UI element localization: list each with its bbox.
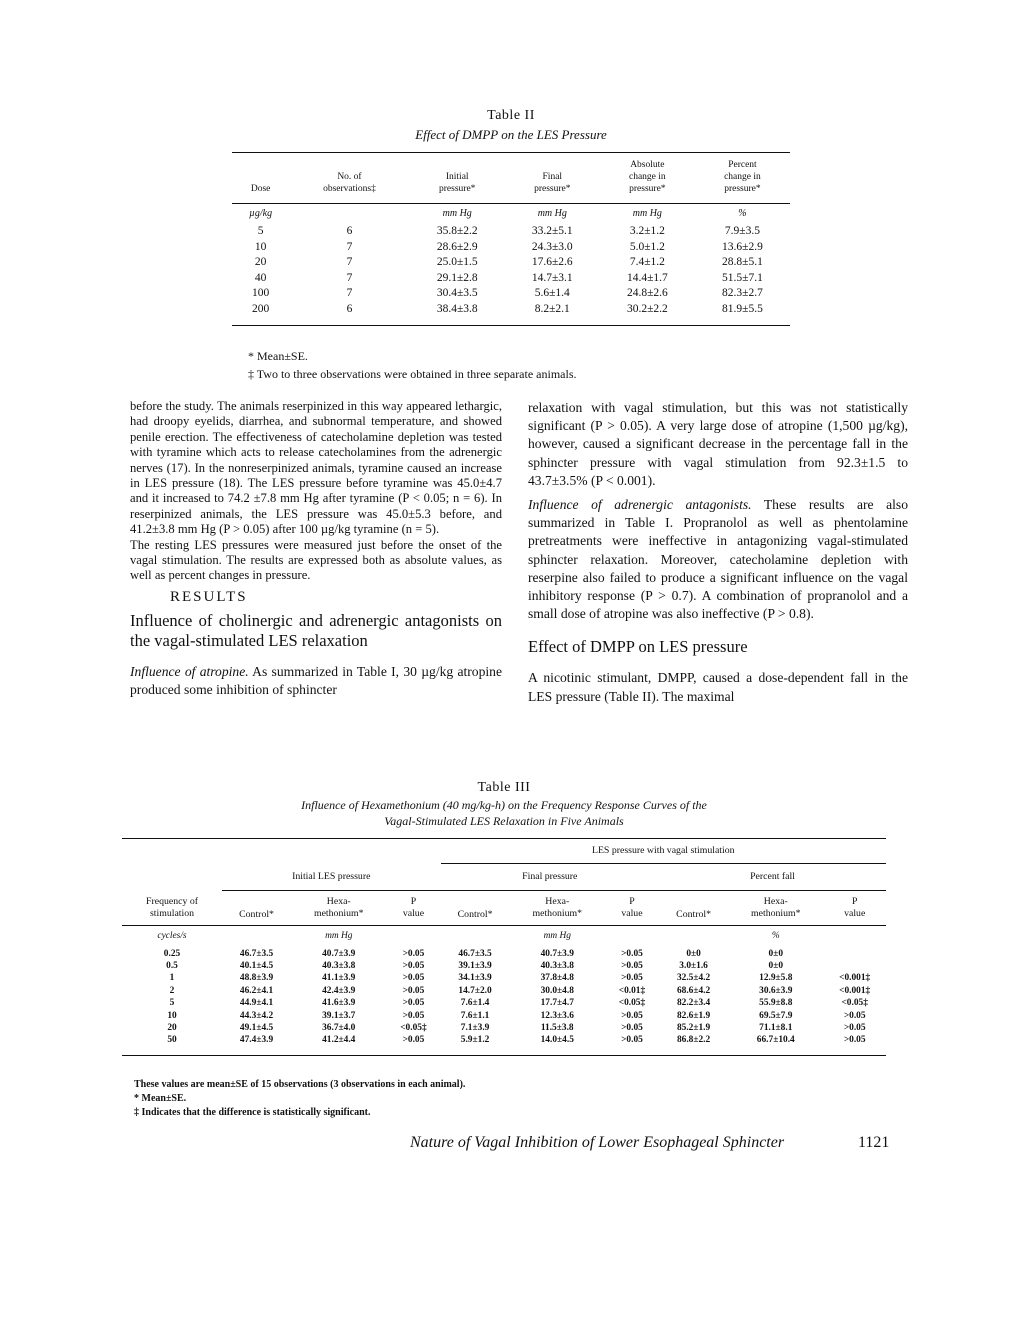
table3 <box>122 838 886 1056</box>
t3-header-hexamethonium: Hexa- methonium* <box>751 895 801 919</box>
t3-header-hexamethonium: Hexa- methonium* <box>532 895 583 919</box>
t2-unit: mm Hg <box>442 208 472 220</box>
table-cell: 5.0±1.2 <box>629 240 665 253</box>
table-cell: 69.5±7.9 <box>759 1010 793 1021</box>
table-cell: <0.001‡ <box>839 985 871 996</box>
t3-group-percent: Percent fall <box>659 864 886 891</box>
table-cell: 8.2±2.1 <box>534 302 570 315</box>
table-cell: 0±0 <box>768 948 784 959</box>
table-cell: 1 <box>169 973 175 984</box>
table2-title: Table II <box>487 108 535 123</box>
table-cell: 38.4±3.8 <box>436 302 478 315</box>
table-cell: 12.9±5.8 <box>759 973 793 984</box>
atropine-label: Influence of atropine. <box>130 664 249 680</box>
results-heading: RESULTS <box>170 588 248 605</box>
table-cell: 36.7±4.0 <box>322 1022 356 1033</box>
t3-header-p-value: P value <box>621 895 643 919</box>
table-cell: 42.4±3.9 <box>322 985 356 996</box>
table-cell: 39.1±3.9 <box>458 960 492 971</box>
table-cell: 68.6±4.2 <box>676 985 711 996</box>
table3-footnote: These values are mean±SE of 15 observations (3 observations in each animal). <box>134 1079 466 1090</box>
table-cell: 7.4±1.2 <box>629 256 665 268</box>
atropine-text: As summarized in Table I, 30 µg/kg atropine produced some inhibition of sphincter <box>130 664 503 698</box>
right-column <box>528 399 908 706</box>
t3-header-p-value: P value <box>402 895 425 919</box>
table-cell: 86.8±2.2 <box>676 1035 711 1046</box>
t3-group-initial: Initial LES pressure <box>222 864 441 891</box>
t3-header-control: Control* <box>457 908 493 920</box>
table-cell: 20 <box>254 256 267 268</box>
table3-footnote: ‡ Indicates that the difference is statistically significant. <box>134 1107 371 1118</box>
table-cell: 0.5 <box>166 960 178 971</box>
table2-footnote: ‡ Two to three observations were obtained in three separate animals. <box>248 367 577 381</box>
table-row <box>122 1022 886 1034</box>
table-cell: 7 <box>346 271 353 284</box>
table-cell: 71.1±8.1 <box>759 1022 793 1033</box>
table-row <box>122 960 886 972</box>
table-cell: 5 <box>169 998 175 1009</box>
t3-units-row <box>122 925 886 948</box>
table-cell: >0.05 <box>843 1022 866 1033</box>
table-cell: 14.7±3.1 <box>531 271 573 284</box>
section-subheading: Influence of cholinergic and adrenergic antagonists on the vagal-stimulated LES relaxation <box>130 611 502 651</box>
table-row <box>232 271 790 287</box>
t3-unit: % <box>771 931 780 942</box>
table-cell: 0±0 <box>686 948 701 959</box>
table-row <box>232 224 790 240</box>
table-cell: 10 <box>167 1010 177 1021</box>
table-cell: 47.4±3.9 <box>239 1035 274 1046</box>
table-cell: >0.05 <box>402 985 425 996</box>
t3-group-final: Final pressure <box>441 864 660 891</box>
table-cell: 46.7±3.5 <box>458 948 492 959</box>
right-paragraph <box>528 496 908 623</box>
table-cell: 7 <box>346 256 353 268</box>
table-cell: 14.0±4.5 <box>540 1035 574 1046</box>
table-cell: 40.7±3.9 <box>322 948 356 959</box>
table-cell: 30.4±3.5 <box>436 287 478 299</box>
table-cell: 20 <box>167 1022 177 1033</box>
table-cell: 7.6±1.4 <box>460 998 490 1009</box>
table-cell: 55.9±8.8 <box>759 998 793 1009</box>
page-number: 1121 <box>858 1134 890 1151</box>
table-cell: 81.9±5.5 <box>722 302 763 315</box>
table2-subtitle: Effect of DMPP on the LES Pressure <box>415 127 607 142</box>
table-cell: <0.05‡ <box>618 998 646 1009</box>
table-cell: 0.25 <box>163 948 181 959</box>
adrenergic-text: These results are also summarized in Table I. Propranolol as well as phentolamine pretreatments were ineffective in antagonizing vagal-stimulated sphincter relaxation. Moreover, catecholamine depletion with reserpine also failed to produce a significant influence on the vagal inhibitory response (P > 0.7). A combination of propranolol and a small dose of atropine was also ineffective (P > 0.8). <box>528 497 908 622</box>
table3-subtitle: Influence of Hexamethonium (40 mg/kg-h) on the Frequency Response Curves of the <box>301 798 707 812</box>
t2-unit: mm Hg <box>632 208 662 220</box>
left-column <box>130 399 502 700</box>
table-cell: 40.3±3.8 <box>322 960 356 971</box>
table-cell: 30.0±4.8 <box>540 985 574 996</box>
table-cell: >0.05 <box>402 973 425 984</box>
t3-unit: cycles/s <box>157 931 187 942</box>
table-cell: 41.2±4.4 <box>322 1035 356 1046</box>
t2-unit <box>289 204 409 225</box>
t2-header-absolute: Absolute change in pressure* <box>629 160 666 194</box>
table-cell: 7 <box>346 240 353 253</box>
table-cell: >0.05 <box>621 948 643 959</box>
right-paragraph: relaxation with vagal stimulation, but this was not statistically significant (P > 0.05). A very large dose of atropine (1,500 µg/kg), however, caused a significant decrease in the percentage fall in the sphincter pressure with vagal stimulation from 92.3±1.5 to 43.7±3.5% (P < 0.001). <box>528 400 908 488</box>
t3-header-frequency: Frequency of stimulation <box>146 895 198 919</box>
table-row <box>232 302 790 326</box>
t3-header-control: Control* <box>239 908 274 920</box>
t2-unit: µg/kg <box>249 208 273 220</box>
t3-unit: mm Hg <box>325 931 353 942</box>
table-cell: >0.05 <box>843 1010 866 1021</box>
t2-units-row <box>232 204 790 225</box>
table-cell: 17.7±4.7 <box>540 998 574 1009</box>
table-cell: 82.6±1.9 <box>676 1010 711 1021</box>
table-row <box>122 1010 886 1022</box>
table-cell: 50 <box>167 1035 177 1046</box>
table-cell: <0.01‡ <box>618 985 646 996</box>
table-cell: >0.05 <box>621 1035 643 1046</box>
t2-header-initial: Initial pressure* <box>439 172 476 194</box>
table-cell: 30.6±3.9 <box>759 985 793 996</box>
t2-header-final: Final pressure* <box>534 172 571 194</box>
table-cell: 44.9±4.1 <box>239 998 274 1009</box>
table-cell: 46.7±3.5 <box>239 948 274 959</box>
running-title: Nature of Vagal Inhibition of Lower Esophageal Sphincter <box>410 1134 785 1151</box>
table-row <box>122 948 886 960</box>
table-cell: >0.05 <box>402 960 425 971</box>
table-cell: 32.5±4.2 <box>676 973 711 984</box>
table-cell: 7.6±1.1 <box>460 1010 490 1021</box>
table-cell: 10 <box>254 240 267 253</box>
table-cell: >0.05 <box>843 1035 866 1046</box>
table-cell: 5 <box>257 225 264 237</box>
table-row <box>122 985 886 997</box>
t3-header-control: Control* <box>676 908 711 920</box>
table-cell: 49.1±4.5 <box>239 1022 274 1033</box>
table-cell: 2 <box>169 985 175 996</box>
table-cell: 7.9±3.5 <box>724 225 760 237</box>
table-cell: 51.5±7.1 <box>722 271 763 284</box>
table-cell: 100 <box>251 287 270 299</box>
t2-header-dose: Dose <box>250 184 271 194</box>
table-cell: 44.3±4.2 <box>239 1010 274 1021</box>
table-cell: 14.4±1.7 <box>626 271 668 284</box>
table-cell: 7.1±3.9 <box>460 1022 490 1033</box>
adrenergic-label: Influence of adrenergic antagonists. <box>528 497 752 513</box>
table-cell: 40.1±4.5 <box>239 960 274 971</box>
table-cell: 28.8±5.1 <box>722 256 763 268</box>
table-cell: 41.1±3.9 <box>322 973 356 984</box>
left-paragraph: before the study. The animals reserpinized in this way appeared lethargic, had droopy eyelids, diarrhea, and subnormal temperature, and showed penile erection. The effectiveness of catecholamine depletion was tested with tyramine which acts to release catecholamines from the adrenergic nerves (17). In the nonreserpinized animals, tyramine caused an increase in LES pressure (18). The LES pressure before tyramine was 45.0±4.7 and it increased to 74.2 ±7.8 mm Hg after tyramine (P < 0.05; n = 6). In reserpinized animals, the LES pressure was 45.0±5.3 before, and 41.2±3.8 mm Hg (P > 0.05) after 100 µg/kg tyramine (n = 5). <box>130 399 502 537</box>
table-cell: >0.05 <box>621 1010 643 1021</box>
table-cell: 35.8±2.2 <box>436 225 478 237</box>
table-cell: 0±0 <box>768 960 784 971</box>
table-cell: 13.6±2.9 <box>722 240 763 253</box>
table-cell: <0.001‡ <box>839 973 871 984</box>
table-cell: 40.3±3.8 <box>540 960 574 971</box>
table-cell: >0.05 <box>621 973 643 984</box>
table-cell: 5.9±1.2 <box>460 1035 490 1046</box>
table-cell: 33.2±5.1 <box>531 225 573 237</box>
t3-header-p-value: P value <box>844 895 866 919</box>
table3-footnote: * Mean±SE. <box>134 1093 187 1104</box>
t2-header-percent: Percent change in pressure* <box>724 160 761 194</box>
table-row <box>232 286 790 302</box>
table-cell <box>823 948 886 960</box>
table2-footnote: * Mean±SE. <box>248 349 308 363</box>
table-cell: 30.2±2.2 <box>626 302 668 315</box>
table-cell: 6 <box>346 225 353 237</box>
table-cell: >0.05 <box>621 1022 643 1033</box>
table-cell: 7 <box>346 287 353 299</box>
right-paragraph: A nicotinic stimulant, DMPP, caused a dose-dependent fall in the LES pressure (Table II). The maximal <box>528 670 908 704</box>
t3-unit: mm Hg <box>543 931 571 942</box>
table-cell: 46.2±4.1 <box>239 985 274 996</box>
t2-unit: mm Hg <box>537 208 567 220</box>
table3-title: Table III <box>477 780 531 795</box>
table-cell: 11.5±3.8 <box>540 1022 574 1033</box>
table-row <box>122 972 886 984</box>
table-cell: 24.3±3.0 <box>531 240 573 253</box>
table-cell: 6 <box>346 302 353 315</box>
t2-unit: % <box>738 208 747 220</box>
table-cell: 40.7±3.9 <box>540 948 574 959</box>
table-cell: 82.2±3.4 <box>676 998 711 1009</box>
table-cell: 24.8±2.6 <box>626 287 668 299</box>
table-row <box>232 240 790 256</box>
table3-subtitle: Vagal-Stimulated LES Relaxation in Five Animals <box>384 814 624 828</box>
table-cell: 34.1±3.9 <box>458 973 492 984</box>
table-cell: 200 <box>251 302 270 315</box>
table-cell: 3.2±1.2 <box>629 225 665 237</box>
table-cell: 3.0±1.6 <box>679 960 708 971</box>
table-cell: 17.6±2.6 <box>531 256 573 268</box>
table-cell: 14.7±2.0 <box>458 985 492 996</box>
table-cell: >0.05 <box>402 948 425 959</box>
table-cell: 25.0±1.5 <box>436 256 478 268</box>
section-subheading: Effect of DMPP on LES pressure <box>528 637 748 657</box>
table-cell: <0.05‡ <box>841 998 868 1009</box>
left-paragraph <box>130 663 502 699</box>
t3-group-vagal: LES pressure with vagal stimulation <box>441 839 886 864</box>
table-cell: 28.6±2.9 <box>436 240 478 253</box>
table-cell: >0.05 <box>621 960 643 971</box>
table-row <box>122 1034 886 1046</box>
table-cell: 12.3±3.6 <box>540 1010 574 1021</box>
left-paragraph: The resting LES pressures were measured just before the onset of the vagal stimulation. The results are expressed both as absolute values, as well as percent changes in pressure. <box>130 537 502 583</box>
t2-header-observations: No. of observations‡ <box>323 172 376 194</box>
table-cell: 85.2±1.9 <box>676 1022 711 1033</box>
table-cell: 40 <box>254 271 267 284</box>
table-cell: 48.8±3.9 <box>239 973 274 984</box>
table-cell: 5.6±1.4 <box>534 287 570 299</box>
t3-header-hexamethonium: Hexa- methonium* <box>313 895 364 919</box>
table-cell: >0.05 <box>402 1010 425 1021</box>
table-cell: 41.6±3.9 <box>322 998 356 1009</box>
table-cell: >0.05 <box>402 998 425 1009</box>
table-row <box>122 997 886 1009</box>
table-cell: 39.1±3.7 <box>322 1010 356 1021</box>
table-cell: 29.1±2.8 <box>436 271 478 284</box>
table-cell <box>823 960 886 972</box>
table-cell: 82.3±2.7 <box>722 287 763 299</box>
table-cell: 66.7±10.4 <box>756 1035 795 1046</box>
table-cell: <0.05‡ <box>400 1022 427 1033</box>
table2 <box>232 152 790 326</box>
table-row <box>232 255 790 271</box>
table-cell: 37.8±4.8 <box>540 973 574 984</box>
table-cell: >0.05 <box>402 1035 425 1046</box>
